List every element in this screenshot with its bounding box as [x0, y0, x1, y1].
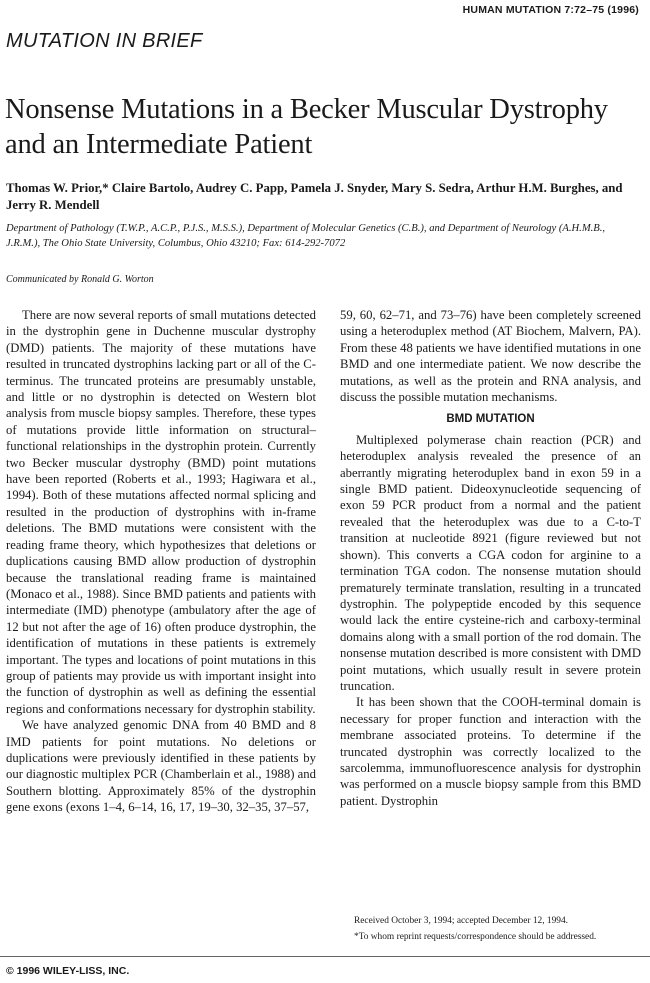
paragraph-intro: There are now several reports of small mutations detected in the dystrophin gene in Duchenne muscular dystrophy (DMD) patients. The majority of these mutations have resulted in truncated dystrophins lacking part or all of the C-terminus. The truncated proteins are presumably unstable, and little or no dystrophin is detected on Western blot analysis from muscle biopsy samples. Therefore, these types of mutations provide little information on structural–functional relationships in the dystrophin protein. Currently two Becker muscular dystrophy (BMD) point mutations have been reported (Roberts et al., 1993; Hagiwara et al., 1994). Both of these mutations affected normal splicing and resulted in the production of dystrophins with in-frame deletions. The BMD mutations were consistent with the reading frame theory, which hypothesizes that deletions or duplications causing BMD allow production of dystrophin because the translational reading frame is maintained (Monaco et al., 1988). Since BMD patients and patients with intermediate (IMD) phenotype (ambulatory after the age of 12 but not after the age of 16) often produce dystrophin, the identification of mutations in these patients is extremely important. The types and locations of point mutations in this group of patients may provide us with important insight into the function of dystrophin as well as defining the essential regions and conformations necessary for dystrophin stability.	[6, 308, 316, 716]
correspondence-note: *To whom reprint requests/correspondence should be addressed.	[354, 932, 597, 942]
section-heading-bmd: BMD MUTATION	[446, 413, 535, 426]
copyright: © 1996 WILEY-LISS, INC.	[6, 965, 130, 977]
right-column	[340, 307, 641, 809]
received-date: Received October 3, 1994; accepted December 12, 1994.	[354, 916, 568, 926]
footer-divider	[0, 956, 650, 957]
communicated-by: Communicated by Ronald G. Worton	[6, 274, 154, 285]
article-title: Nonsense Mutations in a Becker Muscular Dystrophy and an Intermediate Patient	[5, 94, 608, 160]
footnotes	[340, 915, 641, 947]
paragraph-bmd-mutation: Multiplexed polymerase chain reaction (PCR) and heteroduplex analysis revealed the presence of an aberrantly migrating heteroduplex band in exon 59 in a single BMD patient. Dideoxynucleotide sequencing of exon 59 PCR product from a normal and the patient revealed that the heteroduplex was due to a C-to-T transition at nucleotide 8921 (figure reviewed but not shown). This converts a CGA codon for arginine to a termination TGA codon. The nonsense mutation should prematurely terminate translation, resulting in a truncated dystrophin. The polypeptide encoded by this sequence would lack the entire cysteine-rich and carboxy-terminal domains along with a small portion of the rod domain. The nonsense mutation described is more consistent with DMD point mutations, which usually result in severe protein truncation.	[340, 432, 641, 693]
paragraph-methods: We have analyzed genomic DNA from 40 BMD and 8 IMD patients for point mutations. No deletions or duplications were previously identified in these patients by our diagnostic multiplex PCR (Chamberlain et al., 1988) and Southern blotting. Approximately 85% of the dystrophin gene exons (exons 1–4, 6–14, 16, 17, 19–30, 32–35, 37–57,	[6, 718, 316, 815]
affiliation: Department of Pathology (T.W.P., A.C.P., P.J.S., M.S.S.), Department of Molecular Genetics (C.B.), and Department of Neurology (A.H.M.B., J.R.M.), The Ohio State University, Columbus, Ohio 43210; Fax: 614-292-7072	[6, 223, 606, 249]
journal-citation: HUMAN MUTATION 7:72–75 (1996)	[462, 4, 639, 16]
author-list: Thomas W. Prior,* Claire Bartolo, Audrey C. Papp, Pamela J. Snyder, Mary S. Sedra, Arthur H.M. Burghes, and Jerry R. Mendell	[6, 181, 623, 212]
paragraph-cooh-domain: It has been shown that the COOH-terminal domain is necessary for proper function and interaction with the membrane associated proteins. To determine if the truncated dystrophin was correctly localized to the sarcolemma, immunofluorescence analysis for dystrophin was performed on a muscle biopsy sample from this BMD patient. Dystrophin	[340, 695, 641, 808]
left-column	[6, 307, 316, 816]
paragraph-methods-cont: 59, 60, 62–71, and 73–76) have been completely screened using a heteroduplex method (AT Biochem, Malvern, PA). From these 48 patients we have identified mutations in one BMD and one intermediate patient. We now describe the mutations, as well as the protein and RNA analysis, and discuss the possible mutation mechanisms.	[340, 308, 641, 405]
section-label: MUTATION IN BRIEF	[6, 30, 203, 52]
